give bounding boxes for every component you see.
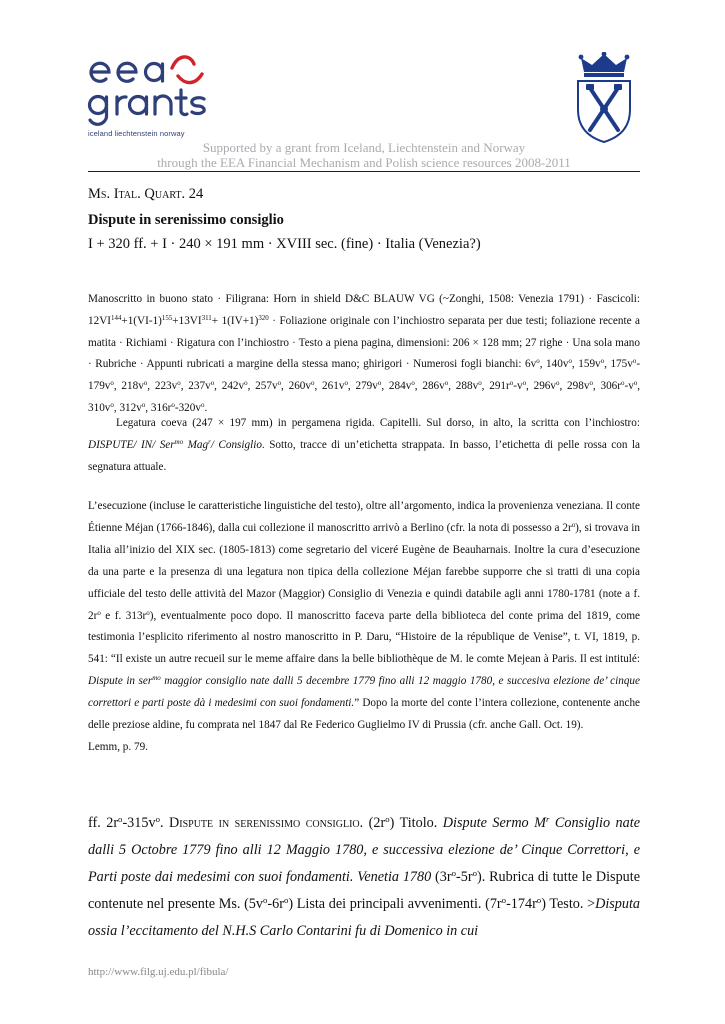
contents-entry: ff. $2r^o-315v^o$. Dispute in serenissimo consiglio. $(2r^o)$ Titolo. Dispute Sermo $M^r$ Consiglio nate dalli 5 Octobre 1779 fino alli 12 Maggio 1780, e successiva elezione de’ Cinque Correttori, e Parti poste dai medesimi con suoi fondamenti. Venetia 1780 $(3r^o-5r^o)$. Rubrica di tutte le Dispute contenute nel presente Ms. $(5v^o-6r^o)$ Lista dei principali avvenimenti. $(7r^o-174r^o)$ Testo. >Disputa ossia l’eccitamento del N.H.S Carlo Contarini fu di Domenico in cui xyxy=(88,814,641,939)
physical-description: I + 320 ff. + I · 240 × 191 mm · XVIII sec. (fine) · Italia (Venezia?) xyxy=(88,236,481,252)
shelfmark: Ms. Ital. Quart. 24 xyxy=(88,186,204,202)
manuscript-title: Dispute in serenissimo consiglio xyxy=(88,212,284,228)
provenance-history: L’esecuzione (incluse le caratteristiche linguistiche del testo), oltre all’argomento, indica la provenienza veneziana. Il conte Étienne Méjan (1766-1846), dalla cui collezione il manoscritto arrivò a Berlino (cfr. la nota di possesso a $2r^o$), si trovava in Italia all’inizio del XIX sec. (1805-1813) come segretario del viceré Eugène de Beauharnais. Inoltre la cura d’esecuzione da una parte e la presenza di una legatura non tipica della collezione Méjan farebbe supporre che si tratti di una copia ufficiale del testo delle attività del Mazor (Maggior) Consiglio di Venezia e quindi databile agli anni 1780-1781 (note a f. $2r^o$ e f. $313r^o$), eventualmente poco dopo. Il manoscritto faceva parte della biblioteca del conte prima del 1819, come testimonia l’esplicito riferimento al nostro manoscritto in P. Daru, “Histoire de la république de Venise”, t. VI, 1819, p. 541: “Il existe un autre recueil sur le meme affaire dans la belle bibliothèque de M. le comte Mejean à Paris. Il est intitulé: Dispute in ser$^{mo}$ maggior consiglio nate dalli 5 decembre 1779 fino alli 12 maggio 1780, e succesiva elezione de’ cinque correttori e parti poste dà i medesimi con suoi fondamenti.” Dopo la morte del conte l’intera collezione, contenente anche delle preziose aldine, fu comprata nel 1847 dal Re Federico Guglielmo IV di Prussia (cfr. anche Gall. Oct. 19). Lemm, p. 79. xyxy=(88,500,641,753)
grant-support-line-2: through the EEA Financial Mechanism and Polish science resources 2008-2011 xyxy=(157,155,571,170)
codicological-description: Manoscritto in buono stato · Filigrana: Horn in shield D&C BLAUW VG (~Zonghi, 1508: Venezia 1791) · Fascicoli: $12VI^{144}+1(VI-1)^{155}+13VI^{311}+ 1(IV+1)^{320}$ · Foliazione originale con l’inchiostro separata per due testi; foliazione recente a matita · Richiami · Rigatura con l’inchiostro · Testo a piena pagina, dimensioni: 206 × 128 mm; 27 righe · Una sola mano · Rubriche · Appunti rubricati a margine della stessa mano; ghirigori · Numerosi fogli bianchi: $6v^o$, $140v^o$, $159v^o$, $175v^o-179v^o$, $218v^o$, $223v^o$, $237v^o$, $242v^o$, $257v^o$, $260v^o$, $261v^o$, $279v^o$, $284v^o$, $286v^o$, $288v^o$, $291r^o-v^o$, $296v^o$, $298v^o$, $306r^o-v^o$, $310v^o$, $312v^o$, $316r^o-320v^o$. xyxy=(88,293,641,414)
eea-grants-logo xyxy=(86,52,216,140)
university-crest-logo xyxy=(573,52,635,144)
footer-url[interactable]: http://www.filg.uj.edu.pl/fibula/ xyxy=(88,966,229,978)
logo-tagline: iceland liechtenstein norway xyxy=(88,129,185,138)
grant-support-line-1: Supported by a grant from Iceland, Liechtenstein and Norway xyxy=(202,140,526,155)
header-divider xyxy=(88,171,640,172)
binding-description: Legatura coeva (247 × 197 mm) in pergamena rigida. Capitelli. Sul dorso, in alto, la scritta con l’inchiostro: DISPUTE/ IN/ Ser$^{mo}$ Mag$^r$/ Consiglio. Sotto, tracce di un’etichetta strappata. In basso, l’etichetta di pelle rossa con la segnatura attuale. xyxy=(88,417,641,473)
